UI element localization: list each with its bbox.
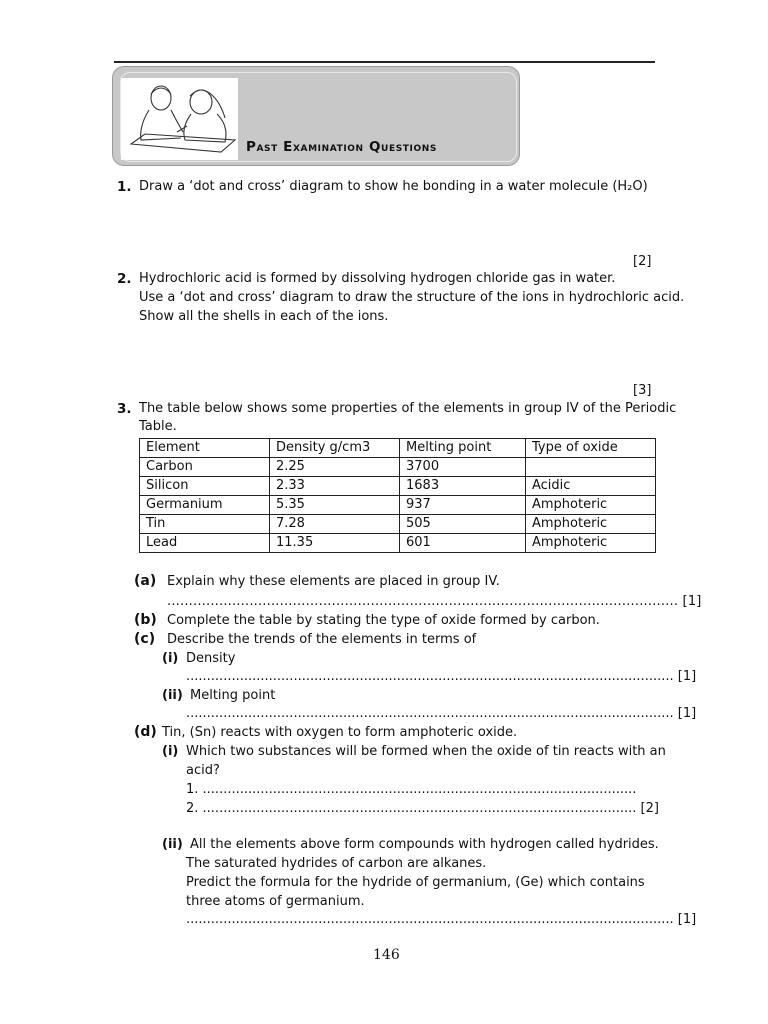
table-row bbox=[140, 534, 656, 553]
part-d-ii-line-3: Predict the formula for the hydride of germanium, (Ge) which contains bbox=[186, 875, 645, 890]
part-c-i-text: Density bbox=[186, 651, 236, 666]
part-d-i-answer-1: 1. ......................................................................................................... bbox=[186, 782, 637, 797]
table-cell: Silicon bbox=[140, 477, 270, 496]
table-cell: Amphoteric bbox=[526, 496, 656, 515]
part-d-ii-line-4: three atoms of germanium. bbox=[186, 894, 365, 909]
part-b-text: Complete the table by stating the type of oxide formed by carbon. bbox=[167, 613, 600, 628]
table-header: Element bbox=[140, 439, 270, 458]
page-number: 146 bbox=[373, 947, 400, 963]
q1-number: 1. bbox=[117, 179, 132, 195]
group-iv-properties-table bbox=[139, 438, 656, 553]
part-c-ii-label: (ii) bbox=[162, 688, 183, 703]
part-d-i-line-1: Which two substances will be formed when the oxide of tin reacts with an bbox=[186, 744, 666, 759]
part-d-ii-label: (ii) bbox=[162, 837, 183, 852]
table-cell: Amphoteric bbox=[526, 534, 656, 553]
q2-line-1: Hydrochloric acid is formed by dissolving hydrogen chloride gas in water. bbox=[139, 271, 616, 286]
table-header: Type of oxide bbox=[526, 439, 656, 458]
table-cell: 11.35 bbox=[270, 534, 400, 553]
table-cell: Lead bbox=[140, 534, 270, 553]
q2-mark: [3] bbox=[633, 383, 652, 398]
q3-line-1: The table below shows some properties of the elements in group IV of the Periodic bbox=[139, 401, 677, 416]
part-c-i-label: (i) bbox=[162, 651, 179, 666]
students-illustration bbox=[121, 78, 238, 160]
table-cell: Tin bbox=[140, 515, 270, 534]
q2-line-3: Show all the shells in each of the ions. bbox=[139, 309, 389, 324]
table-header: Melting point bbox=[400, 439, 526, 458]
q1-text: Draw a ‘dot and cross’ diagram to show he bonding in a water molecule (H₂O) bbox=[139, 179, 648, 194]
part-d-text: Tin, (Sn) reacts with oxygen to form amphoteric oxide. bbox=[162, 725, 518, 740]
table-cell: 2.33 bbox=[270, 477, 400, 496]
table-row bbox=[140, 515, 656, 534]
part-d-i-answer-2: 2. ......................................................................................................... [2] bbox=[186, 801, 659, 816]
table-cell: 505 bbox=[400, 515, 526, 534]
table-cell: 2.25 bbox=[270, 458, 400, 477]
q2-number: 2. bbox=[117, 271, 132, 287]
part-d-ii-line-1: All the elements above form compounds with hydrogen called hydrides. bbox=[190, 837, 659, 852]
table-row bbox=[140, 477, 656, 496]
table-cell: 7.28 bbox=[270, 515, 400, 534]
q1-mark: [2] bbox=[633, 254, 652, 269]
table-cell: Germanium bbox=[140, 496, 270, 515]
part-d-label: (d) bbox=[134, 724, 157, 740]
part-c-text: Describe the trends of the elements in terms of bbox=[167, 632, 477, 647]
q3-line-2: Table. bbox=[139, 419, 177, 434]
table-cell: 937 bbox=[400, 496, 526, 515]
table-cell: 1683 bbox=[400, 477, 526, 496]
table-header: Density g/cm3 bbox=[270, 439, 400, 458]
q2-line-2: Use a ‘dot and cross’ diagram to draw the structure of the ions in hydrochloric acid. bbox=[139, 290, 685, 305]
part-c-ii-answer-line: ...................................................................................................................... [1] bbox=[186, 706, 697, 721]
part-a-label: (a) bbox=[134, 573, 157, 589]
table-row bbox=[140, 458, 656, 477]
table-cell: 3700 bbox=[400, 458, 526, 477]
q3-number: 3. bbox=[117, 401, 132, 417]
part-a-answer-line: ...................................................................................................................... [1] bbox=[167, 594, 702, 609]
table-cell: Carbon bbox=[140, 458, 270, 477]
part-d-ii-line-2: The saturated hydrides of carbon are alkanes. bbox=[186, 856, 487, 871]
header-rule bbox=[114, 61, 655, 63]
part-c-i-answer-line: ...................................................................................................................... [1] bbox=[186, 669, 697, 684]
part-d-i-label: (i) bbox=[162, 744, 179, 759]
table-cell: 601 bbox=[400, 534, 526, 553]
table-header-row bbox=[140, 439, 656, 458]
part-c-ii-text: Melting point bbox=[190, 688, 276, 703]
part-d-ii-answer-line: ...................................................................................................................... [1] bbox=[186, 912, 697, 927]
table-cell bbox=[526, 458, 656, 477]
table-cell: 5.35 bbox=[270, 496, 400, 515]
table-row bbox=[140, 496, 656, 515]
table-cell: Amphoteric bbox=[526, 515, 656, 534]
banner-title: Past Examination Questions bbox=[246, 139, 437, 155]
table-cell: Acidic bbox=[526, 477, 656, 496]
part-b-label: (b) bbox=[134, 612, 157, 628]
part-d-i-line-2: acid? bbox=[186, 763, 220, 778]
part-c-label: (c) bbox=[134, 631, 156, 647]
part-a-text: Explain why these elements are placed in group IV. bbox=[167, 574, 500, 589]
